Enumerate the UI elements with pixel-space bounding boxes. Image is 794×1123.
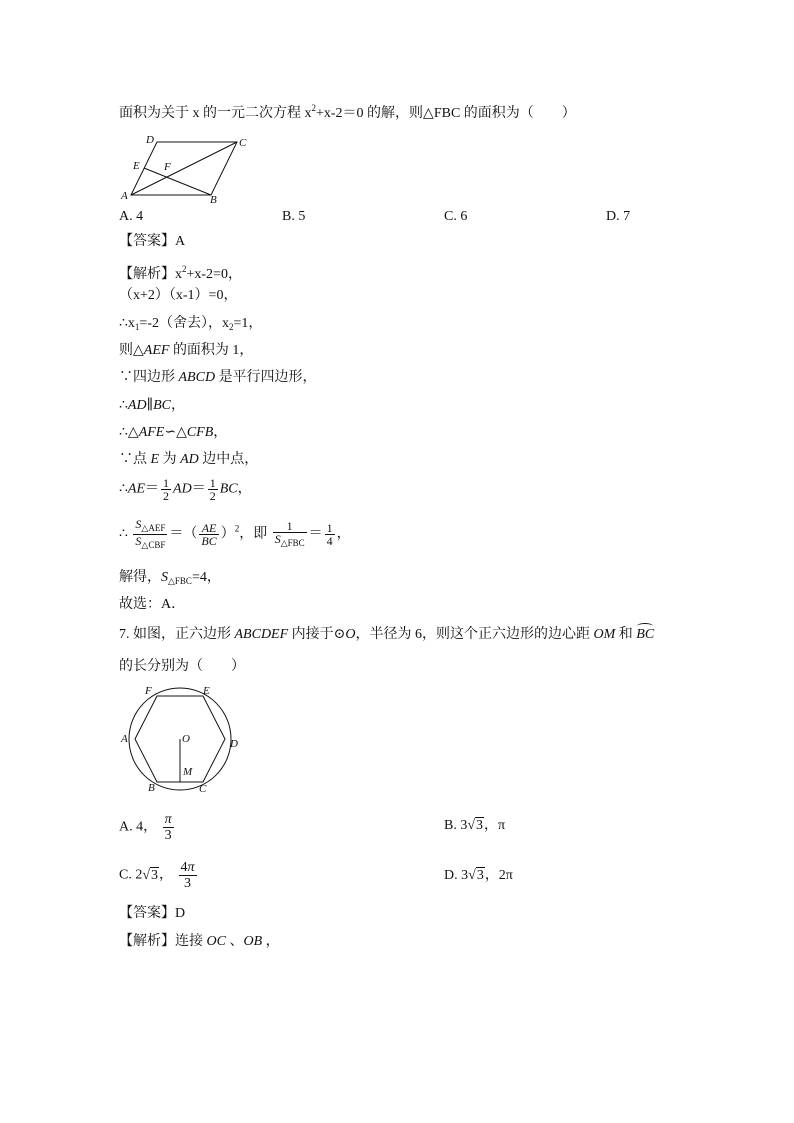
label-D: D <box>230 738 238 750</box>
q6-analysis-l3: $\therefore x_1=-2$（舍去），$x_2=1$， <box>119 316 263 332</box>
q7-option-b: B. 3√3，π <box>444 818 506 833</box>
q7-answer: 【答案】D <box>119 906 186 921</box>
q6-stem: 面积为关于 x 的一元二次方程 $x^2+x-2=0$ 的解，则△FBC 的面积为（ ） <box>119 103 576 121</box>
q7-stem-line2: 的长分别为（ ） <box>119 659 245 674</box>
q6-parallelogram-figure <box>119 132 259 207</box>
label-D: D <box>146 134 154 146</box>
q7-option-a: A. 4， $\frac{\pi}{3}$ <box>119 812 172 843</box>
q6-analysis-l5: ∵四边形 ABCD 是平行四边形， <box>119 370 317 385</box>
label-B: B <box>210 194 217 206</box>
q6-option-b: B. 5 <box>282 209 306 224</box>
q7-option-c: C. 2√3， $\frac{4\pi}{3}$ <box>119 860 195 891</box>
label-O: O <box>182 733 190 745</box>
label-A: A <box>121 190 128 202</box>
q6-analysis-l6: ∴AD∥BC， <box>119 398 185 413</box>
q6-analysis-l10: ∴ $\frac{S_{\triangle AEF}}{S_{\triangle CBF}}$ ＝（ $\frac{AE}{BC}$ ）$^2$，即 $\frac{1}{S_{\triangle FBC}}$ ＝ $\frac{1}{4}$ ， <box>119 517 351 550</box>
q6-analysis-l9: ∴AE＝ $\frac{1}{2}$ AD＝ $\frac{1}{2}$ BC， <box>119 476 252 503</box>
q7-stem-line1: 7. 如图，正六边形 ABCDEF 内接于⊙O，半径为 6，则这个正六边形的边心距 OM 和 BC <box>119 625 654 645</box>
label-A: A <box>121 733 128 745</box>
label-C: C <box>199 783 207 795</box>
label-M: M <box>183 766 193 778</box>
q7-hexagon-figure <box>119 683 249 798</box>
label-F: F <box>145 685 152 697</box>
q6-analysis-l7: ∴△AFE∽△CFB， <box>119 425 228 440</box>
q7-analysis: 【解析】连接 OC 、OB ， <box>119 934 280 949</box>
q7-option-d: D. 3√3，2π <box>444 868 513 883</box>
label-E: E <box>203 685 210 697</box>
label-F: F <box>164 161 171 173</box>
q6-analysis-l1: 【解析】$x^2+x-2=0$， <box>119 264 242 282</box>
q6-analysis-l8: ∵点 E 为 AD 边中点， <box>119 452 259 467</box>
label-C: C <box>239 137 247 149</box>
q6-analysis-l11: 解得，$S_{\triangle FBC}=4$， <box>119 570 221 586</box>
q6-answer: 【答案】A <box>119 234 186 249</box>
label-B: B <box>148 782 155 794</box>
q6-option-a: A. 4 <box>119 209 144 224</box>
q6-analysis-l2: （x+2）（x-1）=0， <box>119 288 238 303</box>
q6-option-d: D. 7 <box>606 209 631 224</box>
q6-analysis-l4: 则△AEF 的面积为 1， <box>119 343 254 358</box>
q6-analysis-l12: 故选：A． <box>119 597 186 612</box>
q6-option-c: C. 6 <box>444 209 468 224</box>
label-E: E <box>133 160 140 172</box>
